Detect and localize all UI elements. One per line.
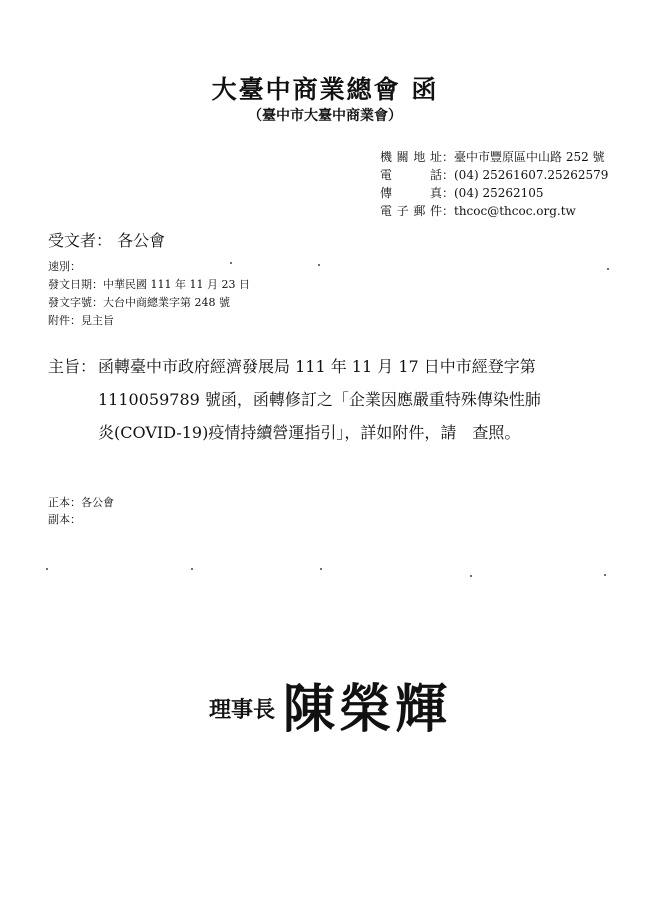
meta-issue-date: 發文日期：中華民國 111 年 11 月 23 日 bbox=[48, 278, 250, 291]
duplicate-copy-line: 副本： bbox=[48, 513, 81, 526]
subject-line-2: 1110059789 號函，函轉修訂之「企業因應嚴重特殊傳染性肺 bbox=[98, 390, 541, 409]
document-title: 大臺中商業總會 函 bbox=[211, 75, 439, 104]
meta-document-number: 發文字號：大台中商總業字第 248 號 bbox=[48, 296, 230, 309]
contact-email-value: ：thcoc@thcoc.org.tw bbox=[442, 204, 576, 218]
contact-fax-value: ：(04) 25262105 bbox=[442, 186, 544, 200]
contact-address-value: ：臺中市豐原區中山路 252 號 bbox=[442, 150, 605, 164]
meta-attachment: 附件：見主旨 bbox=[48, 314, 114, 327]
contact-address bbox=[380, 148, 605, 165]
signature-title: 理事長 bbox=[209, 697, 276, 723]
meta-speed: 速別： bbox=[48, 260, 81, 273]
document-subtitle: （臺中市大臺中商業會） bbox=[248, 108, 402, 124]
contact-phone-label: 電話 bbox=[380, 168, 442, 182]
original-copy-line: 正本：各公會 bbox=[48, 496, 114, 509]
subject-line-1: 函轉臺中市政府經濟發展局 111 年 11 月 17 日中市經登字第 bbox=[98, 357, 536, 376]
subject-line-3: 炎(COVID-19)疫情持續營運指引」，詳如附件，請 查照。 bbox=[98, 423, 521, 442]
recipient-line: 受文者： 各公會 bbox=[48, 231, 166, 250]
contact-phone-value: ：(04) 25261607.25262579 bbox=[442, 168, 609, 182]
contact-fax-label: 傳真 bbox=[380, 186, 442, 200]
contact-phone bbox=[380, 166, 608, 183]
contact-email bbox=[380, 202, 576, 219]
contact-fax bbox=[380, 184, 544, 201]
contact-email-label: 電子郵件 bbox=[380, 204, 442, 218]
contact-address-label: 機關地址 bbox=[380, 150, 442, 164]
signature-name: 陳榮輝 bbox=[283, 679, 452, 740]
subject-label: 主旨： bbox=[48, 357, 97, 376]
chairman-signature bbox=[205, 665, 475, 745]
